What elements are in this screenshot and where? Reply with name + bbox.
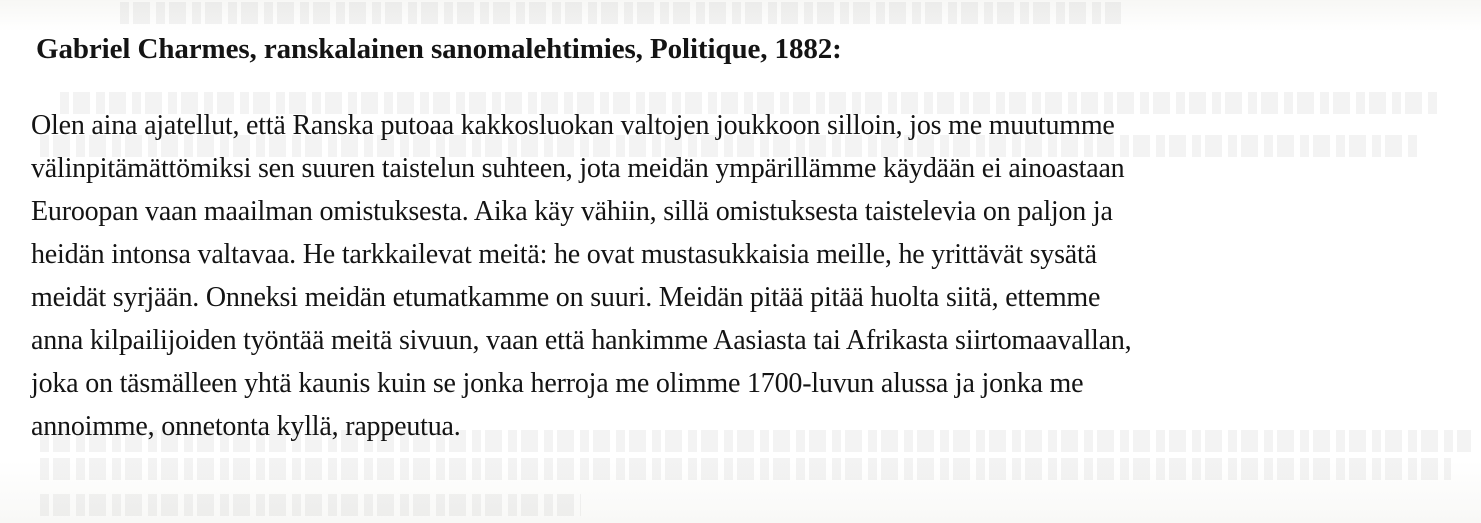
show-through-text <box>40 458 1451 480</box>
quote-line: Euroopan vaan maailman omistuksesta. Aika käy vähiin, sillä omistuksesta taistelevia on paljon ja <box>31 196 1113 227</box>
show-through-text <box>40 494 581 516</box>
show-through-text <box>120 2 1121 24</box>
quote-body <box>31 104 1361 448</box>
quote-line: välinpitämättömiksi sen suuren taistelun suhteen, jota meidän ympärillämme käydään ei ainoastaan <box>31 153 1125 184</box>
quote-line: meidät syrjään. Onneksi meidän etumatkamme on suuri. Meidän pitää pitää huolta siitä, ettemme <box>31 282 1101 313</box>
quote-line: heidän intonsa valtavaa. He tarkkailevat meitä: he ovat mustasukkaisia meille, he yrittävät sysätä <box>31 239 1097 270</box>
quote-line: joka on täsmälleen yhtä kaunis kuin se jonka herroja me olimme 1700-luvun alussa ja jonka me <box>31 368 1084 399</box>
quote-line: annoimme, onnetonta kyllä, rappeutua. <box>31 411 461 442</box>
quote-heading: Gabriel Charmes, ranskalainen sanomalehtimies, Politique, 1882: <box>36 33 842 65</box>
quote-line: Olen aina ajatellut, että Ranska putoaa kakkosluokan valtojen joukkoon silloin, jos me muutumme <box>31 110 1115 141</box>
quote-line: anna kilpailijoiden työntää meitä sivuun, vaan että hankimme Aasiasta tai Afrikasta siirtomaavallan, <box>31 325 1132 356</box>
